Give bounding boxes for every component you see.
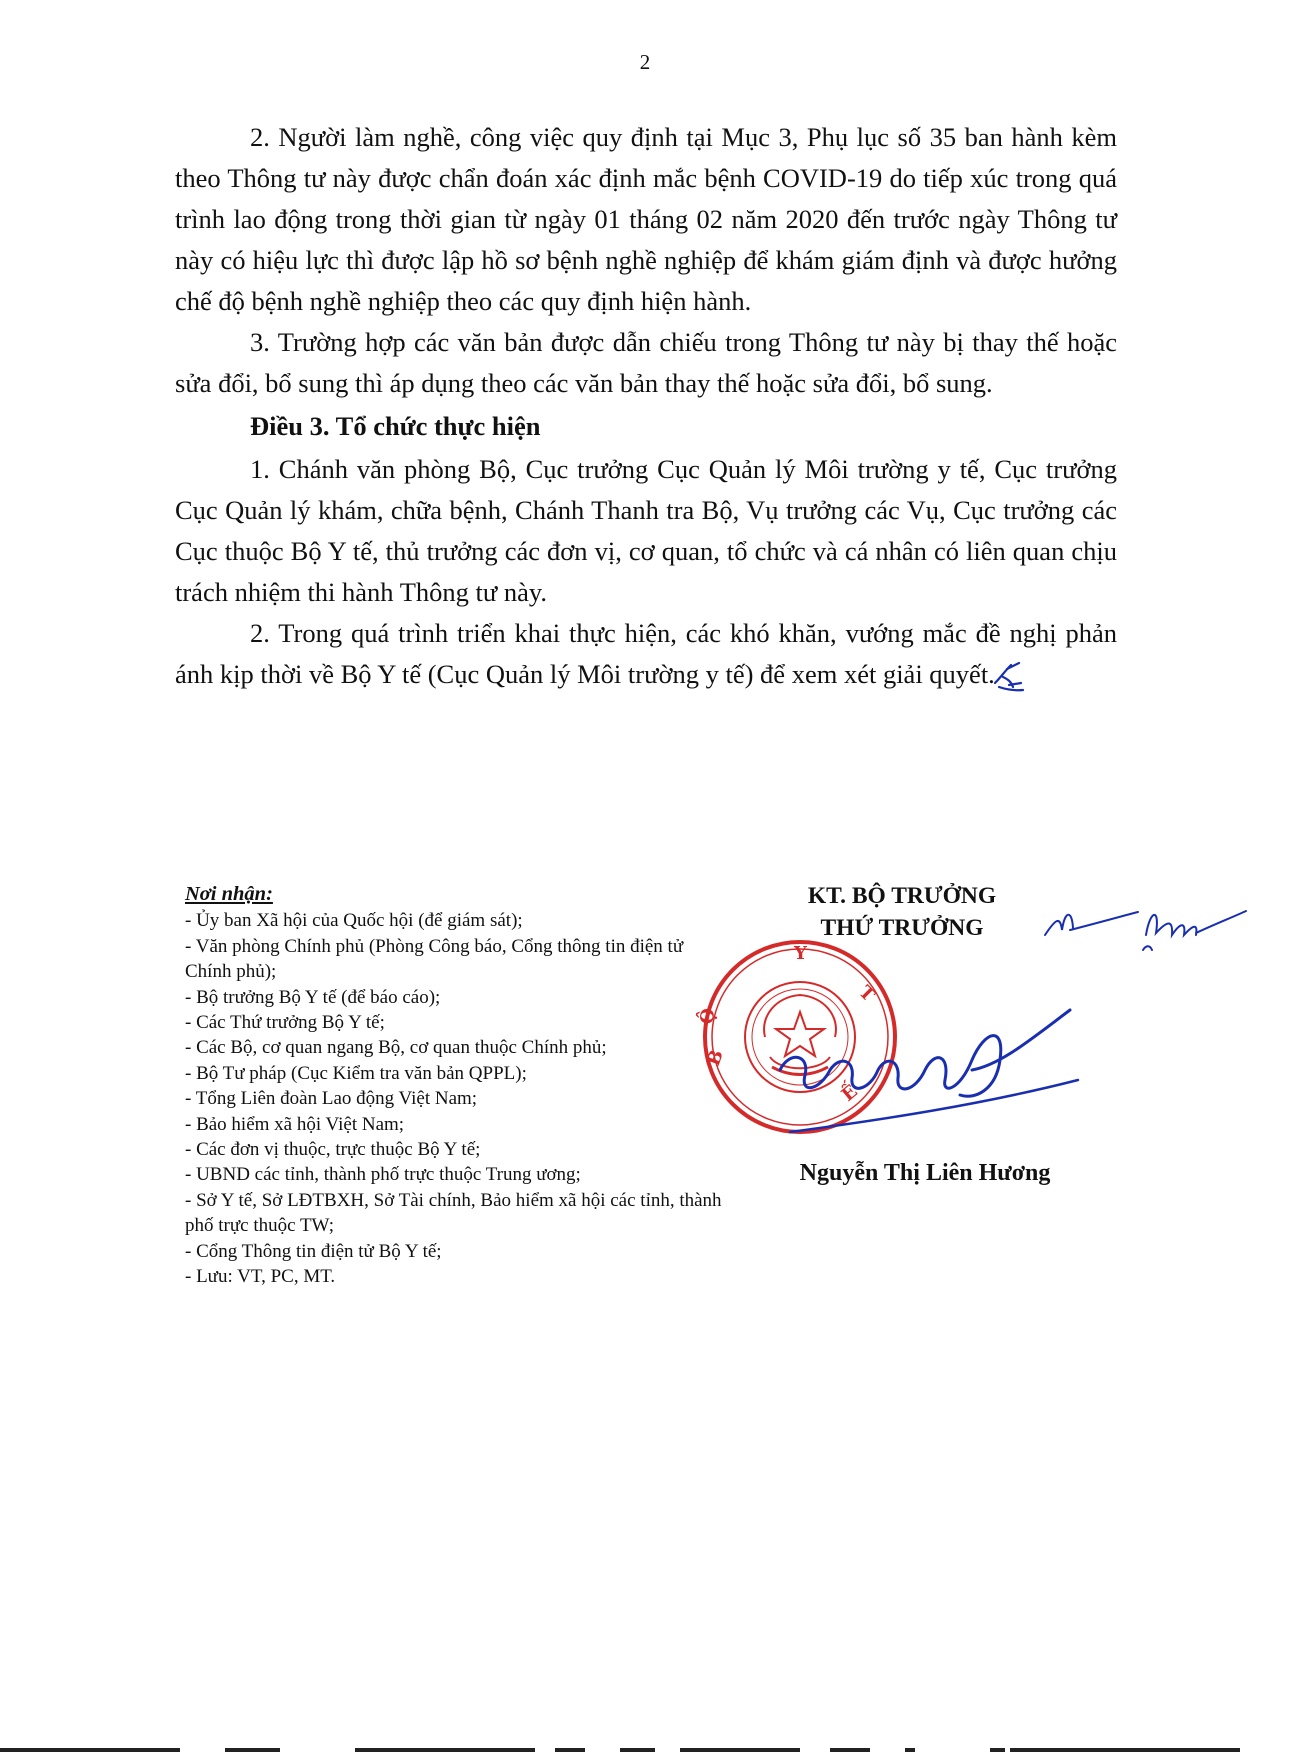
recipient-item: - Sở Y tế, Sở LĐTBXH, Sở Tài chính, Bảo hiểm xã hội các tỉnh, thành phố trực thuộc TW; xyxy=(185,1189,722,1237)
document-body xyxy=(175,117,1117,697)
recipient-item: - Văn phòng Chính phủ (Phòng Công báo, Cổng thông tin điện tử Chính phủ); xyxy=(185,935,684,983)
article-3-heading: Điều 3. Tổ chức thực hiện xyxy=(250,411,541,441)
recipient-item: - Các Thứ trưởng Bộ Y tế; xyxy=(185,1012,385,1034)
seal-letter: T xyxy=(854,981,879,1007)
recipient-item: - Các đơn vị thuộc, trực thuộc Bộ Y tế; xyxy=(185,1139,481,1161)
seal-letter: Ộ xyxy=(696,1006,720,1026)
paragraph-clause-3: 3. Trường hợp các văn bản được dẫn chiếu trong Thông tư này bị thay thế hoặc sửa đổi, bổ sung thì áp dụng theo các văn bản thay thế hoặc sửa đổi, bổ sung. xyxy=(175,327,1117,398)
handwritten-initial-mark xyxy=(1040,890,1140,950)
handwritten-signature xyxy=(760,1000,1090,1160)
handwritten-initial-mark xyxy=(1138,895,1248,955)
recipients-block xyxy=(185,882,725,1290)
page-number: 2 xyxy=(639,50,651,74)
recipient-item: - Bộ trưởng Bộ Y tế (để báo cáo); xyxy=(185,986,441,1008)
paragraph-clause-2: 2. Người làm nghề, công việc quy định tại Mục 3, Phụ lục số 35 ban hành kèm theo Thông tư này được chẩn đoán xác định mắc bệnh COVID-19 do tiếp xúc trong quá trình lao động trong thời gian từ ngày 01 tháng 02 năm 2020 đến trước ngày Thông tư này có hiệu lực thì được lập hồ sơ bệnh nghề nghiệp để khám giám định và được hưởng chế độ bệnh nghề nghiệp theo các quy định hiện hành. xyxy=(175,122,1117,316)
signer-name: Nguyễn Thị Liên Hương xyxy=(799,1160,1051,1186)
recipient-item: - Cổng Thông tin điện tử Bộ Y tế; xyxy=(185,1240,442,1262)
seal-letter: B xyxy=(702,1047,728,1069)
signer-role-line-2: THỨ TRƯỞNG xyxy=(820,915,984,941)
recipient-item: - Các Bộ, cơ quan ngang Bộ, cơ quan thuộc Chính phủ; xyxy=(185,1037,607,1059)
seal-letter: Ế xyxy=(837,1080,862,1106)
recipient-item: - Tổng Liên đoàn Lao động Việt Nam; xyxy=(185,1088,478,1110)
seal-letter: Y xyxy=(794,943,807,964)
recipient-item: - Lưu: VT, PC, MT. xyxy=(185,1266,336,1288)
recipient-item: - UBND các tỉnh, thành phố trực thuộc Trung ương; xyxy=(185,1164,581,1186)
handwritten-initial-mark xyxy=(991,657,1031,697)
scan-edge-marks xyxy=(0,1745,1240,1755)
recipients-list xyxy=(185,908,725,1289)
paragraph-article-3-clause-2 xyxy=(175,613,1117,697)
recipient-item: - Bộ Tư pháp (Cục Kiểm tra văn bản QPPL); xyxy=(185,1062,527,1084)
paragraph-article-3-clause-1: 1. Chánh văn phòng Bộ, Cục trưởng Cục Quản lý Môi trường y tế, Cục trưởng Cục Quản lý khám, chữa bệnh, Chánh Thanh tra Bộ, Vụ trưởng các Vụ, Cục trưởng các Cục thuộc Bộ Y tế, thủ trưởng các đơn vị, cơ quan, tổ chức và cá nhân có liên quan chịu trách nhiệm thi hành Thông tư này. xyxy=(175,454,1117,607)
signer-role-line-1: KT. BỘ TRƯỞNG xyxy=(807,883,997,909)
recipients-title: Nơi nhận: xyxy=(185,883,273,905)
paragraph-article-3-clause-2-text: 2. Trong quá trình triển khai thực hiện, các khó khăn, vướng mắc đề nghị phản ánh kịp thời về Bộ Y tế (Cục Quản lý Môi trường y tế) để xem xét giải quyết. xyxy=(175,618,1117,689)
recipient-item: - Bảo hiểm xã hội Việt Nam; xyxy=(185,1113,405,1135)
recipient-item: - Ủy ban Xã hội của Quốc hội (để giám sát); xyxy=(185,910,523,932)
